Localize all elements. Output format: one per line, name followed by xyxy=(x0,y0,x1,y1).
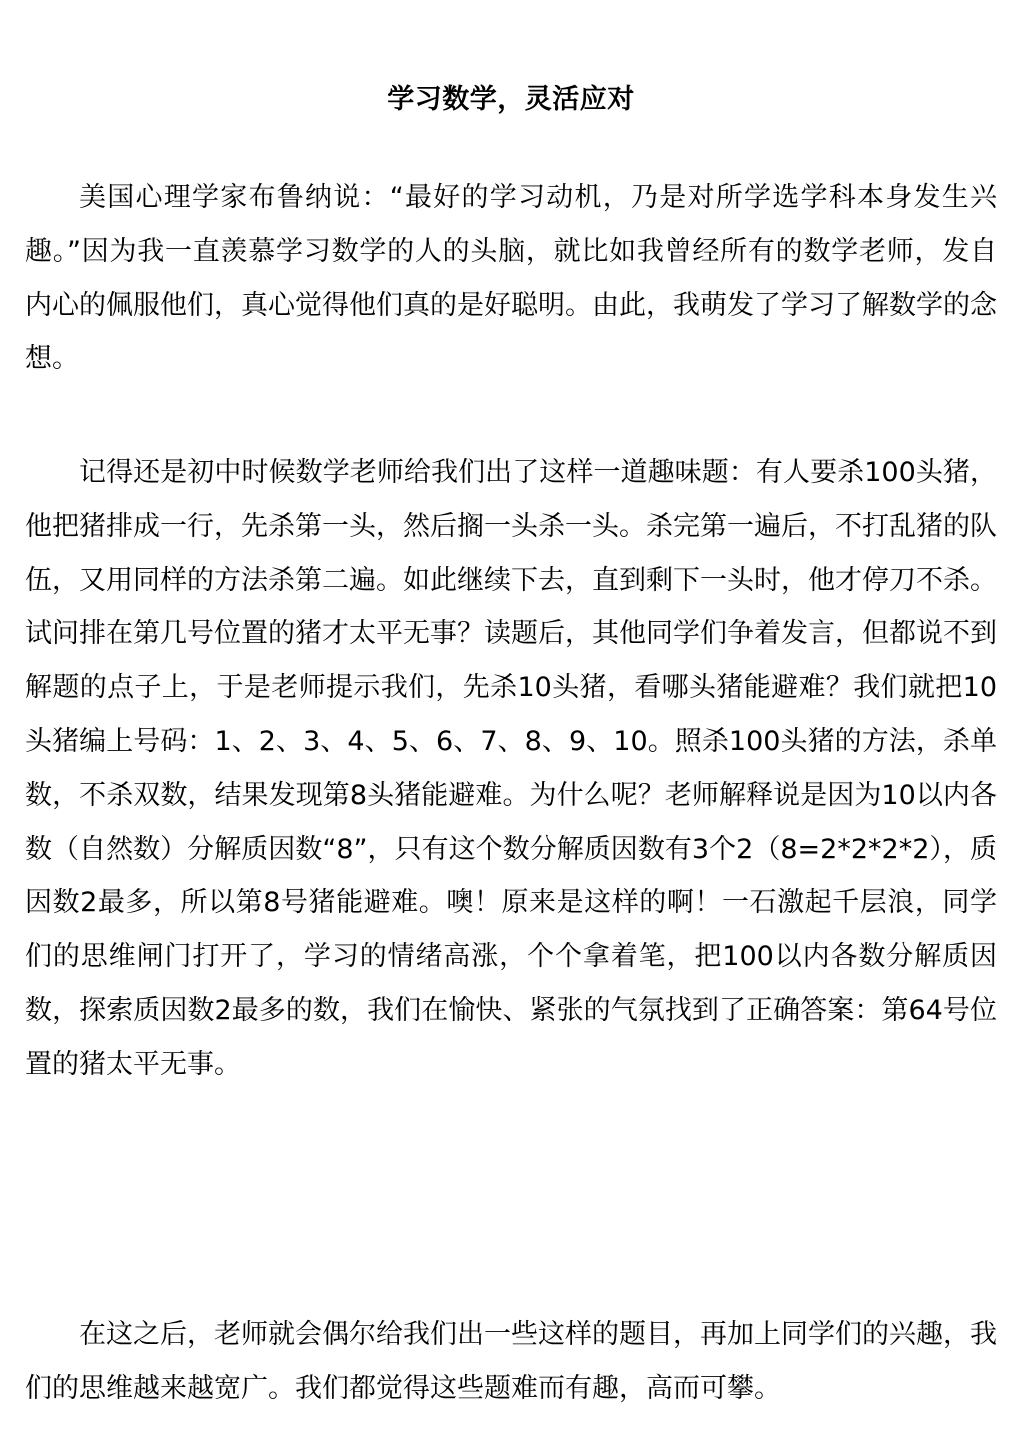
document-title: 学习数学，灵活应对 xyxy=(387,84,635,115)
paragraph-2: 记得还是初中时候数学老师给我们出了这样一道趣味题：有人要杀100头猪，他把猪排成一行，先杀第一头，然后搁一头杀一头。杀完第一遍后，不打乱猪的队伍，又用同样的方法杀第二遍。如此继续下去，直到剩下一头时，他才停刀不杀。试问排在第几号位置的猪才太平无事？读题后，其他同学们争着发言，但都说不到解题的点子上，于是老师提示我们，先杀10头猪，看哪头猪能避难？我们就把10头猪编上号码：1、2、3、4、5、6、7、8、9、10。照杀100头猪的方法，杀单数，不杀双数，结果发现第8头猪能避难。为什么呢？老师解释说是因为10以内各数（自然数）分解质因数“8”，只有这个数分解质因数有3个2（8=2*2*2*2），质因数2最多，所以第8号猪能避难。噢！原来是这样的啊！一石激起千层浪，同学们的思维闸门打开了，学习的情绪高涨，个个拿着笔，把100以内各数分解质因数，探索质因数2最多的数，我们在愉快、紧张的气氛找到了正确答案：第64号位置的猪太平无事。 xyxy=(25,457,997,1080)
paragraph-3: 在这之后，老师就会偶尔给我们出一些这样的题目，再加上同学们的兴趣，我们的思维越来越宽广。我们都觉得这些题难而有趣，高而可攀。 xyxy=(25,1319,997,1404)
paragraph-1: 美国心理学家布鲁纳说：“最好的学习动机，乃是对所学选学科本身发生兴趣。”因为我一直羡慕学习数学的人的头脑，就比如我曾经所有的数学老师，发自内心的佩服他们，真心觉得他们真的是好聪明。由此，我萌发了学习了解数学的念想。 xyxy=(25,182,997,375)
